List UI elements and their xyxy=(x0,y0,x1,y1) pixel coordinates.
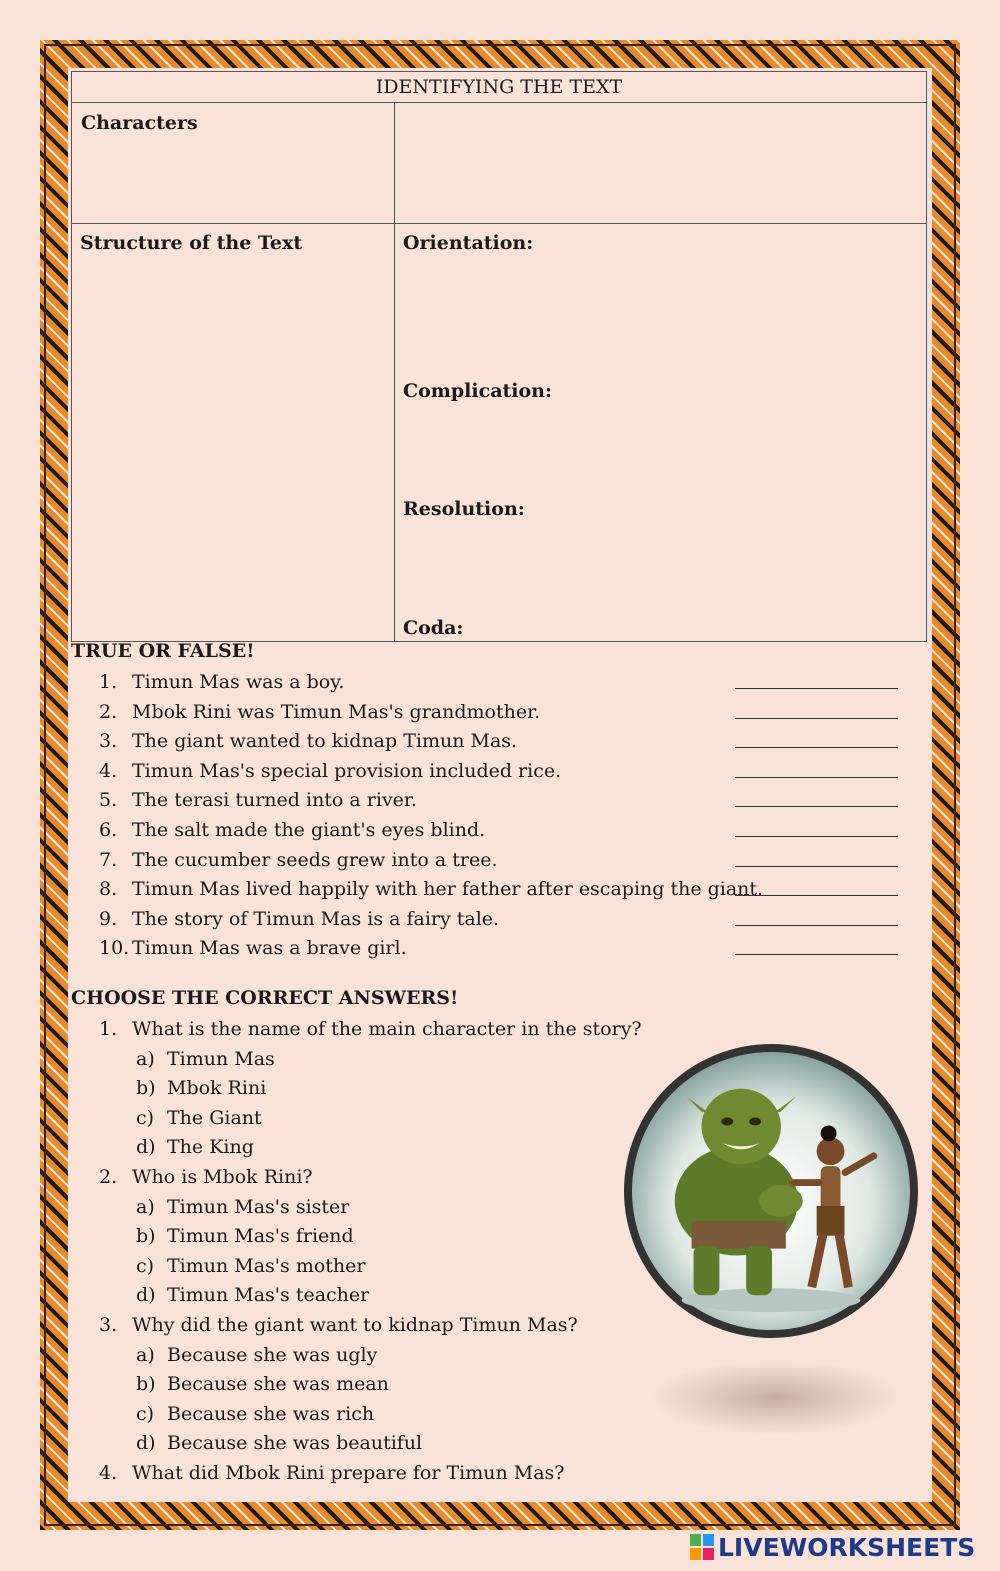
option-text: Because she was rich xyxy=(167,1402,375,1425)
option-text: Timun Mas's sister xyxy=(167,1195,350,1218)
option-letter: a) xyxy=(136,1047,155,1070)
answer-blank[interactable] xyxy=(735,747,898,748)
option-letter: b) xyxy=(136,1225,156,1248)
option-letter: d) xyxy=(136,1284,156,1307)
question-text: Why did the giant want to kidnap Timun Mas? xyxy=(132,1313,578,1336)
answer-blank[interactable] xyxy=(735,688,898,689)
answer-blank[interactable] xyxy=(735,777,898,778)
option-letter: d) xyxy=(136,1432,156,1455)
answer-blank[interactable] xyxy=(735,718,898,719)
question-text: What did Mbok Rini prepare for Timun Mas? xyxy=(132,1461,565,1484)
option-letter: c) xyxy=(136,1254,155,1277)
complication-label: Complication: xyxy=(403,380,552,402)
option-text: Timun Mas xyxy=(167,1047,275,1070)
item-number: 3. xyxy=(99,730,118,753)
worksheet-content xyxy=(71,71,929,1484)
item-number: 2. xyxy=(99,700,118,723)
question-number: 2. xyxy=(99,1165,118,1188)
true-false-heading: TRUE OR FALSE! xyxy=(71,640,255,662)
table-title: IDENTIFYING THE TEXT xyxy=(72,72,927,103)
brand-name: LIVEWORKSHEETS xyxy=(718,1532,976,1562)
option-text: Mbok Rini xyxy=(167,1077,267,1100)
structure-label-cell xyxy=(72,224,395,642)
question-text: Who is Mbok Rini? xyxy=(132,1165,313,1188)
coda-label: Coda: xyxy=(403,617,464,639)
statement-text: Timun Mas was a brave girl. xyxy=(132,937,407,960)
true-false-item xyxy=(71,757,929,787)
option-text: The Giant xyxy=(167,1106,262,1129)
option-letter: b) xyxy=(136,1373,156,1396)
true-false-item xyxy=(71,698,929,728)
orientation-label: Orientation: xyxy=(403,232,534,254)
true-false-section xyxy=(71,640,929,964)
option-letter: a) xyxy=(136,1195,155,1218)
answer-blank[interactable] xyxy=(735,925,898,926)
statement-text: Mbok Rini was Timun Mas's grandmother. xyxy=(132,700,541,723)
liveworksheets-brand[interactable] xyxy=(690,1529,975,1565)
option-letter: b) xyxy=(136,1077,156,1100)
question-number: 1. xyxy=(99,1018,118,1040)
item-number: 9. xyxy=(99,907,118,930)
answer-blank[interactable] xyxy=(735,895,898,896)
item-number: 5. xyxy=(99,789,118,812)
true-false-item xyxy=(71,846,929,876)
true-false-item xyxy=(71,875,929,905)
option-text: Timun Mas's friend xyxy=(167,1225,354,1248)
true-false-item xyxy=(71,934,929,964)
option-text: Because she was mean xyxy=(167,1373,389,1396)
resolution-label: Resolution: xyxy=(403,498,525,520)
true-false-item xyxy=(71,668,929,698)
statement-text: The salt made the giant's eyes blind. xyxy=(132,818,486,841)
answer-blank[interactable] xyxy=(735,806,898,807)
item-number: 7. xyxy=(99,848,118,871)
option-letter: d) xyxy=(136,1136,156,1159)
answer-blank[interactable] xyxy=(735,836,898,837)
option-letter: a) xyxy=(136,1343,155,1366)
statement-text: Timun Mas's special provision included rice. xyxy=(132,759,562,782)
liveworksheets-logo-icon xyxy=(690,1534,714,1560)
item-number: 4. xyxy=(99,759,118,782)
multiple-choice-heading: CHOOSE THE CORRECT ANSWERS! xyxy=(71,987,459,1009)
item-number: 10. xyxy=(99,937,130,960)
characters-label: Characters xyxy=(81,112,198,134)
true-false-item xyxy=(71,727,929,757)
option-letter: c) xyxy=(136,1106,155,1129)
item-number: 1. xyxy=(99,671,118,693)
option-text: Because she was ugly xyxy=(167,1343,378,1366)
answer-blank[interactable] xyxy=(735,954,898,955)
true-false-item xyxy=(71,786,929,816)
statement-text: The story of Timun Mas is a fairy tale. xyxy=(132,907,500,930)
characters-label-cell xyxy=(72,103,395,224)
image-shadow xyxy=(650,1360,900,1435)
question-text: What is the name of the main character in the story? xyxy=(132,1018,642,1040)
answer-blank[interactable] xyxy=(735,866,898,867)
statement-text: The cucumber seeds grew into a tree. xyxy=(132,848,498,871)
statement-text: Timun Mas lived happily with her father after escaping the giant. xyxy=(132,878,764,901)
statement-text: The giant wanted to kidnap Timun Mas. xyxy=(132,730,518,753)
structure-label: Structure of the Text xyxy=(80,232,303,254)
option-text: The King xyxy=(167,1136,254,1159)
question xyxy=(71,1015,929,1045)
question-number: 3. xyxy=(99,1313,118,1336)
identifying-table xyxy=(71,71,927,642)
true-false-list xyxy=(71,668,929,964)
true-false-item xyxy=(71,905,929,935)
statement-text: The terasi turned into a river. xyxy=(132,789,417,812)
illustration-svg xyxy=(632,1052,910,1330)
giant-and-girl-illustration xyxy=(624,1044,918,1338)
item-number: 8. xyxy=(99,878,118,901)
option-text: Timun Mas's mother xyxy=(167,1254,366,1277)
statement-text: Timun Mas was a boy. xyxy=(132,671,345,693)
option-text: Because she was beautiful xyxy=(167,1432,423,1455)
characters-answer-cell[interactable] xyxy=(395,103,927,224)
question-number: 4. xyxy=(99,1461,118,1484)
item-number: 6. xyxy=(99,818,118,841)
structure-answer-cell[interactable] xyxy=(395,224,927,642)
option-letter: c) xyxy=(136,1402,155,1425)
question xyxy=(71,1459,929,1489)
option-text: Timun Mas's teacher xyxy=(167,1284,370,1307)
true-false-item xyxy=(71,816,929,846)
